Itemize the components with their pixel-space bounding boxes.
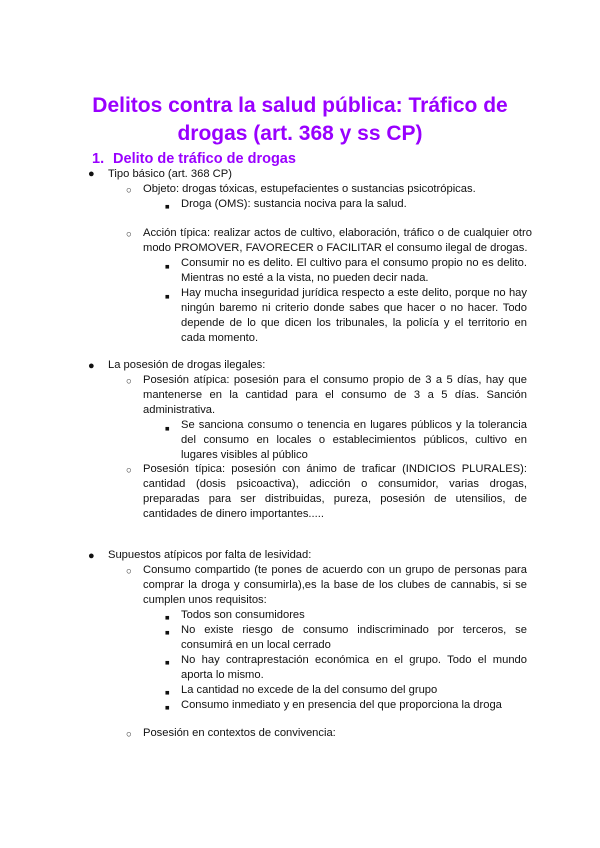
circle-bullet-icon: ○ bbox=[126, 376, 132, 387]
list-item-inseguridad: Hay mucha inseguridad jurídica respecto a este delito, porque no hay ningún baremo ni criterio donde sabes que hacer o no hacer. Todo depende de lo que dicen los tribunales, la policía y el territorio en cada momento. bbox=[181, 287, 527, 344]
list-item-droga-oms: Droga (OMS): sustancia nociva para la salud. bbox=[181, 198, 407, 210]
square-bullet-icon: ■ bbox=[165, 424, 170, 433]
list-item-posesion-atipica: Posesión atípica: posesión para el consumo propio de 3 a 5 días, hay que mantenerse en la cantidad para el consumo de 3 a 5 días. Sanción administrativa. bbox=[143, 374, 527, 416]
circle-bullet-icon: ○ bbox=[126, 729, 132, 740]
list-item-consumir: Consumir no es delito. El cultivo para el consumo propio no es delito. Mientras no esté a la vista, no pueden decir nada. bbox=[181, 257, 527, 284]
section-number: 1. bbox=[92, 151, 105, 167]
circle-bullet-icon: ○ bbox=[126, 229, 132, 240]
list-item-req2: No existe riesgo de consumo indiscriminado por terceros, se consumirá en un local cerrado bbox=[181, 624, 527, 651]
section-heading bbox=[92, 150, 296, 168]
list-item-convivencia: Posesión en contextos de convivencia: bbox=[143, 727, 336, 739]
disc-bullet-icon: ● bbox=[88, 360, 95, 372]
disc-bullet-icon: ● bbox=[88, 168, 95, 180]
list-item-req5: Consumo inmediato y en presencia del que proporciona la droga bbox=[181, 699, 502, 711]
list-item-accion-tipica: Acción típica: realizar actos de cultivo, elaboración, tráfico o de cualquier otro modo PROMOVER, FAVORECER o FACILITAR el consumo ilegal de drogas. bbox=[143, 227, 532, 254]
disc-bullet-icon: ● bbox=[88, 550, 95, 562]
document-title: Delitos contra la salud pública: Tráfico de drogas (art. 368 y ss CP) bbox=[92, 94, 508, 145]
circle-bullet-icon: ○ bbox=[126, 566, 132, 577]
list-item-objeto: Objeto: drogas tóxicas, estupefacientes o sustancias psicotrópicas. bbox=[143, 183, 476, 195]
list-item-req4: La cantidad no excede de la del consumo del grupo bbox=[181, 684, 438, 696]
square-bullet-icon: ■ bbox=[165, 688, 170, 697]
square-bullet-icon: ■ bbox=[165, 613, 170, 622]
list-item-posesion-tipica: Posesión típica: posesión con ánimo de traficar (INDICIOS PLURALES): cantidad (dosis psicoactiva), adicción o consumidor, varias drogas, preparadas para ser distribuidas, pureza, posesión de utensilios, de cantidades de dinero importantes..... bbox=[143, 463, 527, 520]
list-item-tipo-basico: Tipo básico (art. 368 CP) bbox=[108, 168, 232, 180]
square-bullet-icon: ■ bbox=[165, 658, 170, 667]
square-bullet-icon: ■ bbox=[165, 202, 170, 211]
list-item-consumo-compartido: Consumo compartido (te pones de acuerdo con un grupo de personas para comprar la droga y consumirla),es la base de los clubes de cannabis, si se cumplen unos requisitos: bbox=[143, 564, 527, 606]
list-item-req1: Todos son consumidores bbox=[181, 609, 305, 621]
list-item-sanciona: Se sanciona consumo o tenencia en lugares públicos y la tolerancia del consumo en locales o establecimientos públicos, cultivo en lugares visibles al público bbox=[181, 419, 527, 461]
square-bullet-icon: ■ bbox=[165, 292, 170, 301]
list-item-req3: No hay contraprestación económica en el grupo. Todo el mundo aporta lo mismo. bbox=[181, 654, 527, 681]
list-item-posesion: La posesión de drogas ilegales: bbox=[108, 359, 266, 371]
circle-bullet-icon: ○ bbox=[126, 185, 132, 196]
list-item-supuestos: Supuestos atípicos por falta de lesividad: bbox=[108, 549, 312, 561]
circle-bullet-icon: ○ bbox=[126, 465, 132, 476]
square-bullet-icon: ■ bbox=[165, 628, 170, 637]
square-bullet-icon: ■ bbox=[165, 703, 170, 712]
square-bullet-icon: ■ bbox=[165, 262, 170, 271]
section-heading-text: Delito de tráfico de drogas bbox=[113, 151, 296, 167]
